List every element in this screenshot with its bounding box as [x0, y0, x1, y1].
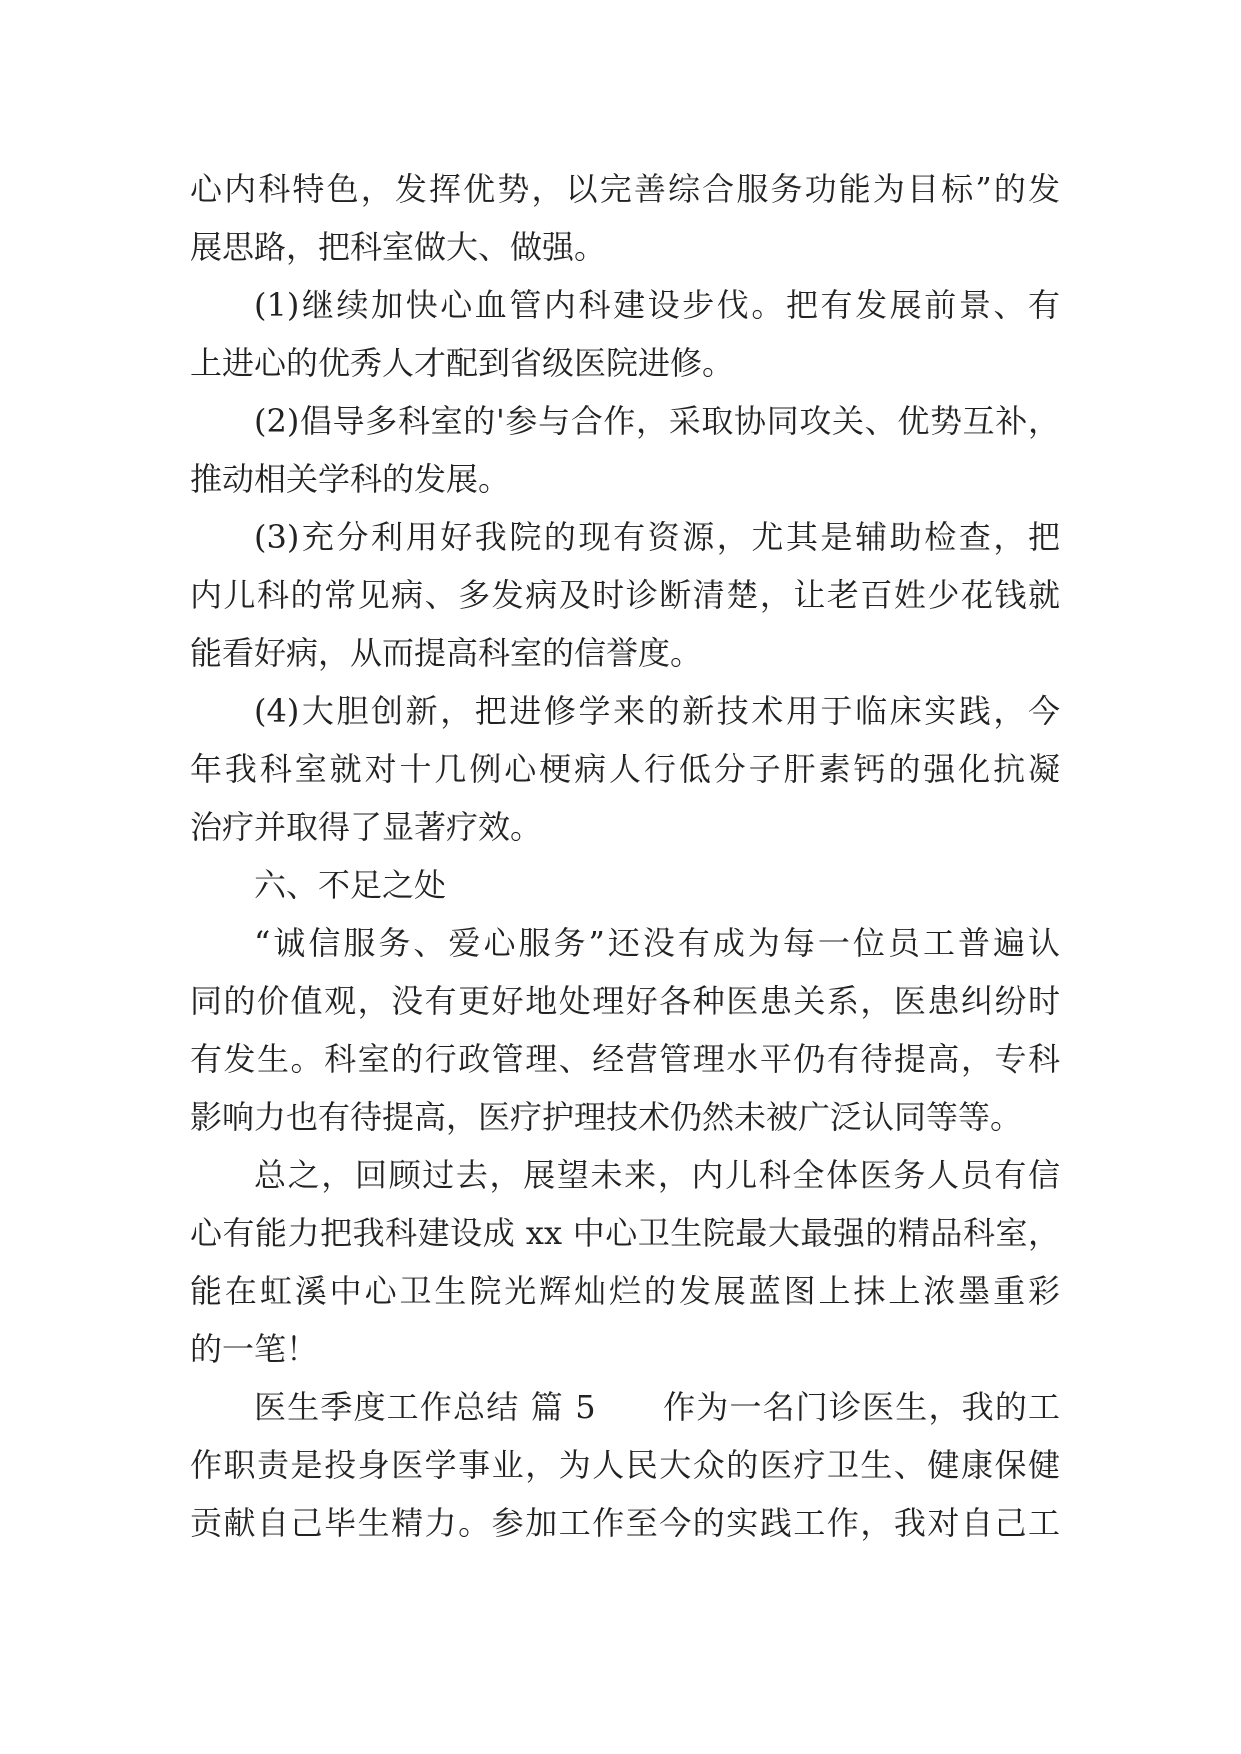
text-line: 年我科室就对十几例心梗病人行低分子肝素钙的强化抗凝: [190, 750, 1060, 788]
text-line: (1)继续加快心血管内科建设步伐。把有发展前景、有: [254, 286, 1060, 324]
text-line: 贡献自己毕生精力。参加工作至今的实践工作，我对自己工: [190, 1504, 1060, 1542]
text-line: 治疗并取得了显著疗效。: [190, 808, 543, 846]
text-line: 展思路，把科室做大、做强。: [190, 228, 607, 266]
text-line: 的一笔！: [190, 1330, 319, 1368]
text-line: 能看好病，从而提高科室的信誉度。: [190, 634, 703, 672]
text-line: 有发生。科室的行政管理、经营管理水平仍有待提高，专科: [190, 1040, 1060, 1078]
text-line: 心有能力把我科建设成 xx 中心卫生院最大最强的精品科室，: [190, 1214, 1060, 1252]
document-body: [190, 160, 1060, 1552]
text-line: 推动相关学科的发展。: [190, 460, 511, 498]
text-line: 影响力也有待提高，医疗护理技术仍然未被广泛认同等等。: [190, 1098, 1023, 1136]
text-line: 医生季度工作总结 篇 5 作为一名门诊医生，我的工: [254, 1388, 1060, 1426]
text-line: 能在虹溪中心卫生院光辉灿烂的发展蓝图上抹上浓墨重彩: [190, 1272, 1060, 1310]
text-line: (2)倡导多科室的'参与合作，采取协同攻关、优势互补，: [254, 402, 1060, 440]
text-line: 上进心的优秀人才配到省级医院进修。: [190, 344, 735, 382]
text-line: 总之，回顾过去，展望未来，内儿科全体医务人员有信: [254, 1156, 1060, 1194]
text-line: (4)大胆创新，把进修学来的新技术用于临床实践，今: [254, 692, 1060, 730]
text-line: 同的价值观，没有更好地处理好各种医患关系，医患纠纷时: [190, 982, 1060, 1020]
text-line: (3)充分利用好我院的现有资源，尤其是辅助检查，把: [254, 518, 1060, 556]
text-line: “诚信服务、爱心服务”还没有成为每一位员工普遍认: [254, 924, 1060, 962]
section-heading: 六、不足之处: [254, 866, 447, 904]
text-line: 作职责是投身医学事业，为人民大众的医疗卫生、健康保健: [190, 1446, 1060, 1484]
text-line: 心内科特色，发挥优势，以完善综合服务功能为目标”的发: [190, 170, 1060, 208]
text-line: 内儿科的常见病、多发病及时诊断清楚，让老百姓少花钱就: [190, 576, 1060, 614]
